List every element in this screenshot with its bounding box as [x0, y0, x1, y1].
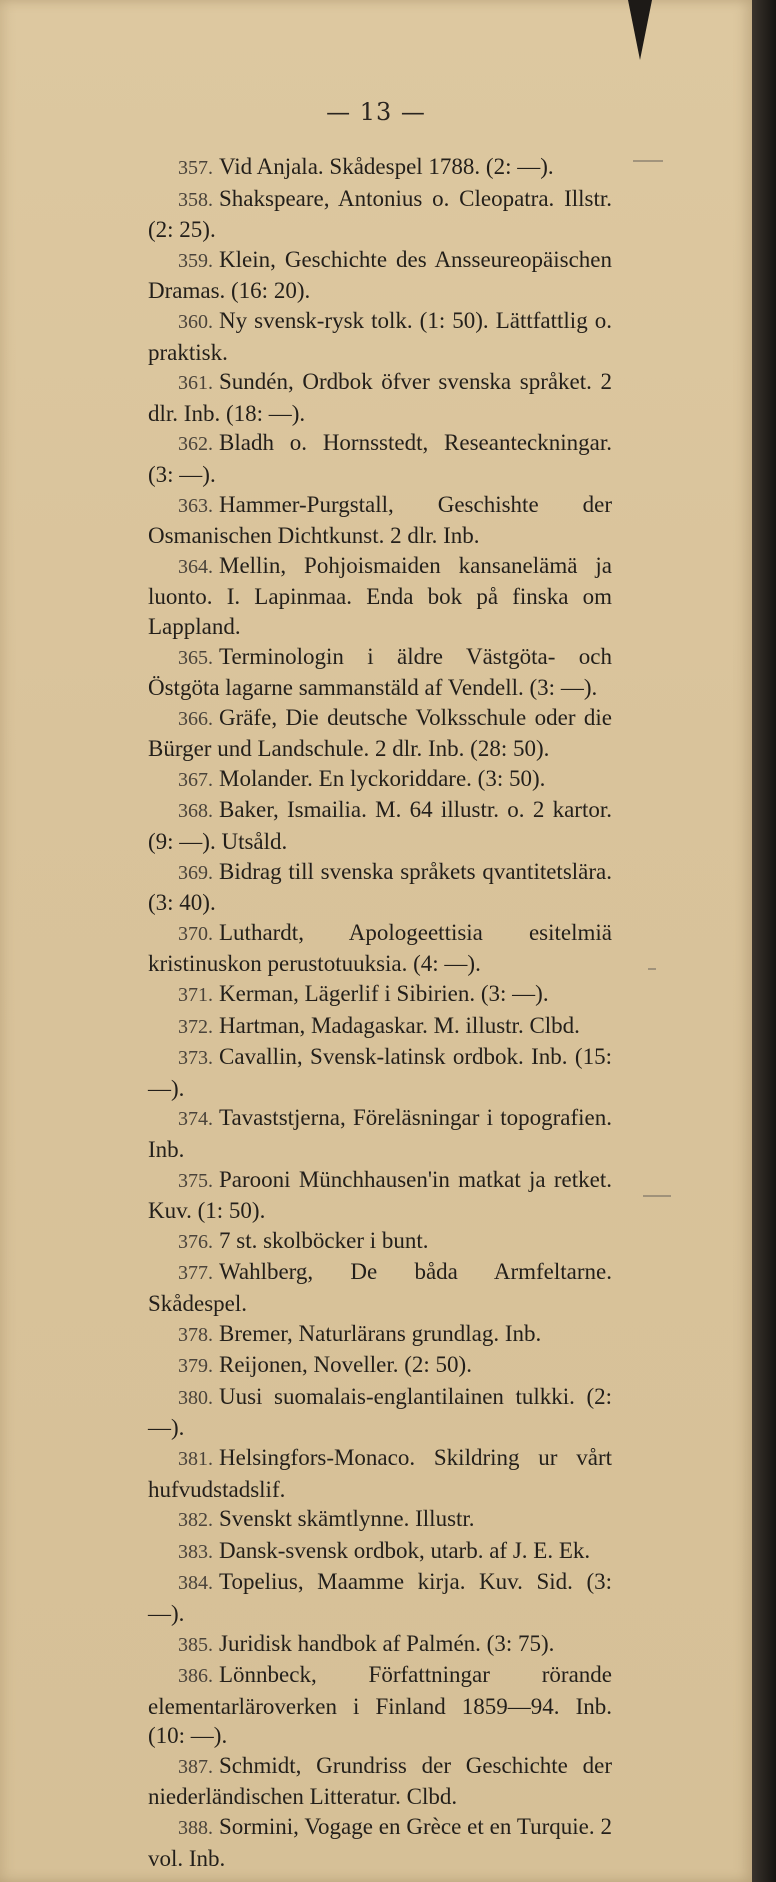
- entry-number: 363.: [178, 494, 213, 517]
- entry-number: 361.: [178, 372, 213, 395]
- entry-text: Kerman, Lägerlif i Sibirien. (3: —).: [219, 981, 549, 1007]
- entry-number: 384.: [178, 1572, 213, 1595]
- entry-text: Lönnbeck, Författningar rörande elementarläroverken i Finland 1859—94. Inb. (10: —).: [148, 1662, 612, 1749]
- catalog-entry: [148, 703, 612, 764]
- entry-number: 374.: [178, 1108, 213, 1131]
- margin-mark: [648, 968, 656, 970]
- entry-number: 365.: [178, 646, 213, 669]
- entry-number: 370.: [178, 922, 213, 945]
- entry-number: 366.: [178, 707, 213, 730]
- catalog-entry: [148, 1382, 612, 1443]
- catalog-entry: [148, 764, 612, 796]
- entry-number: 367.: [178, 768, 213, 791]
- entry-text: Uusi suomalais-englantilainen tulkki. (2: —).: [148, 1383, 612, 1441]
- catalog-entry: [148, 245, 612, 306]
- catalog-entry: [148, 1536, 612, 1568]
- entry-text: Juridisk handbok af Palmén. (3: 75).: [219, 1630, 555, 1656]
- entry-number: 369.: [178, 861, 213, 884]
- catalog-entry: [148, 918, 612, 979]
- catalog-list: [148, 152, 612, 1873]
- entry-number: 368.: [178, 800, 213, 823]
- entry-text: Gräfe, Die deutsche Volksschule oder die Bürger und Landschule. 2 dlr. Inb. (28: 50).: [148, 704, 612, 762]
- catalog-entry: [148, 642, 612, 703]
- catalog-entry: [148, 1660, 612, 1751]
- entry-text: Terminologin i äldre Västgöta- och Östgöta lagarne sammanstäld af Vendell. (3: —).: [148, 643, 612, 701]
- entry-text: Parooni Münchhausen'in matkat ja retket. Kuv. (1: 50).: [148, 1166, 612, 1224]
- entry-number: 359.: [178, 249, 213, 272]
- entry-text: Tavaststjerna, Föreläsningar i topografien. Inb.: [148, 1105, 612, 1162]
- entry-text: 7 st. skolböcker i bunt.: [219, 1227, 429, 1253]
- catalog-entry: [148, 1443, 612, 1504]
- entry-number: 358.: [178, 188, 213, 211]
- entry-number: 376.: [178, 1230, 213, 1253]
- catalog-entry: [148, 1567, 612, 1628]
- catalog-entry: [148, 428, 612, 489]
- entry-number: 386.: [178, 1665, 213, 1688]
- catalog-entry: [148, 979, 612, 1011]
- entry-text: Bladh o. Hornsstedt, Reseanteckningar. (3: —).: [148, 430, 612, 487]
- entry-number: 378.: [178, 1323, 213, 1346]
- entry-text: Wahlberg, De båda Armfeltarne. Skådespel.: [148, 1259, 612, 1316]
- entry-number: 364.: [178, 555, 213, 578]
- entry-number: 382.: [178, 1509, 213, 1532]
- entry-number: 388.: [178, 1817, 213, 1840]
- catalog-entry: [148, 152, 612, 184]
- entry-text: Schmidt, Grundriss der Geschichte der niederländischen Litteratur. Clbd.: [148, 1752, 612, 1810]
- catalog-entry: [148, 367, 612, 428]
- entry-number: 381.: [178, 1447, 213, 1470]
- entry-text: Vid Anjala. Skådespel 1788. (2: —).: [219, 154, 554, 179]
- catalog-entry: [148, 857, 612, 918]
- catalog-entry: [148, 490, 612, 551]
- catalog-entry: [148, 1257, 612, 1318]
- entry-number: 371.: [178, 984, 213, 1007]
- catalog-entry: [148, 1226, 612, 1258]
- catalog-entry: [148, 1629, 612, 1661]
- page-corner-tear: [628, 0, 652, 60]
- entry-text: Shakspeare, Antonius o. Cleopatra. Illstr. (2: 25).: [148, 185, 612, 243]
- catalog-entry: [148, 1350, 612, 1382]
- catalog-entry: [148, 1504, 612, 1536]
- catalog-entry: [148, 1751, 612, 1812]
- entry-text: Sormini, Vogage en Grèce et en Turquie. 2 vol. Inb.: [148, 1814, 612, 1871]
- entry-number: 360.: [178, 310, 213, 333]
- entry-text: Cavallin, Svensk-latinsk ordbok. Inb. (15: —).: [148, 1044, 612, 1101]
- catalog-entry: [148, 1319, 612, 1351]
- catalog-entry: [148, 184, 612, 245]
- catalog-entry: [148, 1011, 612, 1043]
- margin-mark: [643, 1195, 671, 1197]
- entry-text: Bidrag till svenska språkets qvantitetslära. (3: 40).: [148, 858, 612, 916]
- entry-number: 379.: [178, 1355, 213, 1378]
- entry-text: Baker, Ismailia. M. 64 illustr. o. 2 kartor. (9: —). Utsåld.: [148, 797, 612, 855]
- page-edge: [752, 0, 776, 1882]
- entry-text: Svenskt skämtlynne. Illustr.: [219, 1506, 475, 1532]
- entry-number: 375.: [178, 1169, 213, 1192]
- entry-number: 387.: [178, 1755, 213, 1778]
- entry-number: 385.: [178, 1633, 213, 1656]
- entry-number: 357.: [178, 157, 213, 179]
- margin-mark: [633, 160, 663, 162]
- entry-text: Klein, Geschichte des Ansseureopäischen Dramas. (16: 20).: [148, 246, 612, 304]
- catalog-entry: [148, 551, 612, 642]
- entry-text: Hammer-Purgstall, Geschishte der Osmanischen Dichtkunst. 2 dlr. Inb.: [148, 491, 612, 549]
- entry-text: Helsingfors-Monaco. Skildring ur vårt hufvudstadslif.: [148, 1444, 612, 1502]
- entry-text: Mellin, Pohjoismaiden kansanelämä ja luonto. I. Lapinmaa. Enda bok på finska om Lappland.: [148, 552, 612, 639]
- catalog-entry: [148, 1812, 612, 1873]
- entry-text: Dansk-svensk ordbok, utarb. af J. E. Ek.: [219, 1537, 591, 1563]
- entry-text: Luthardt, Apologeettisia esitelmiä kristinuskon perustotuuksia. (4: —).: [148, 919, 612, 977]
- page-number: — 13 —: [326, 98, 426, 126]
- entry-text: Molander. En lyckoriddare. (3: 50).: [219, 765, 546, 791]
- entry-number: 380.: [178, 1386, 213, 1409]
- catalog-entry: [148, 1042, 612, 1103]
- catalog-entry: [148, 306, 612, 367]
- entry-text: Sundén, Ordbok öfver svenska språket. 2 dlr. Inb. (18: —).: [148, 369, 612, 426]
- entry-text: Hartman, Madagaskar. M. illustr. Clbd.: [219, 1012, 580, 1038]
- entry-number: 362.: [178, 433, 213, 456]
- entry-number: 377.: [178, 1262, 213, 1285]
- entry-text: Reijonen, Noveller. (2: 50).: [219, 1352, 472, 1378]
- catalog-entry: [148, 795, 612, 856]
- entry-text: Topelius, Maamme kirja. Kuv. Sid. (3: —).: [148, 1569, 612, 1626]
- entry-number: 373.: [178, 1047, 213, 1070]
- catalog-entry: [148, 1165, 612, 1226]
- entry-number: 372.: [178, 1015, 213, 1038]
- entry-text: Ny svensk-rysk tolk. (1: 50). Lättfattlig o. praktisk.: [148, 307, 612, 365]
- entry-number: 383.: [178, 1540, 213, 1563]
- entry-text: Bremer, Naturlärans grundlag. Inb.: [219, 1320, 542, 1346]
- catalog-entry: [148, 1103, 612, 1164]
